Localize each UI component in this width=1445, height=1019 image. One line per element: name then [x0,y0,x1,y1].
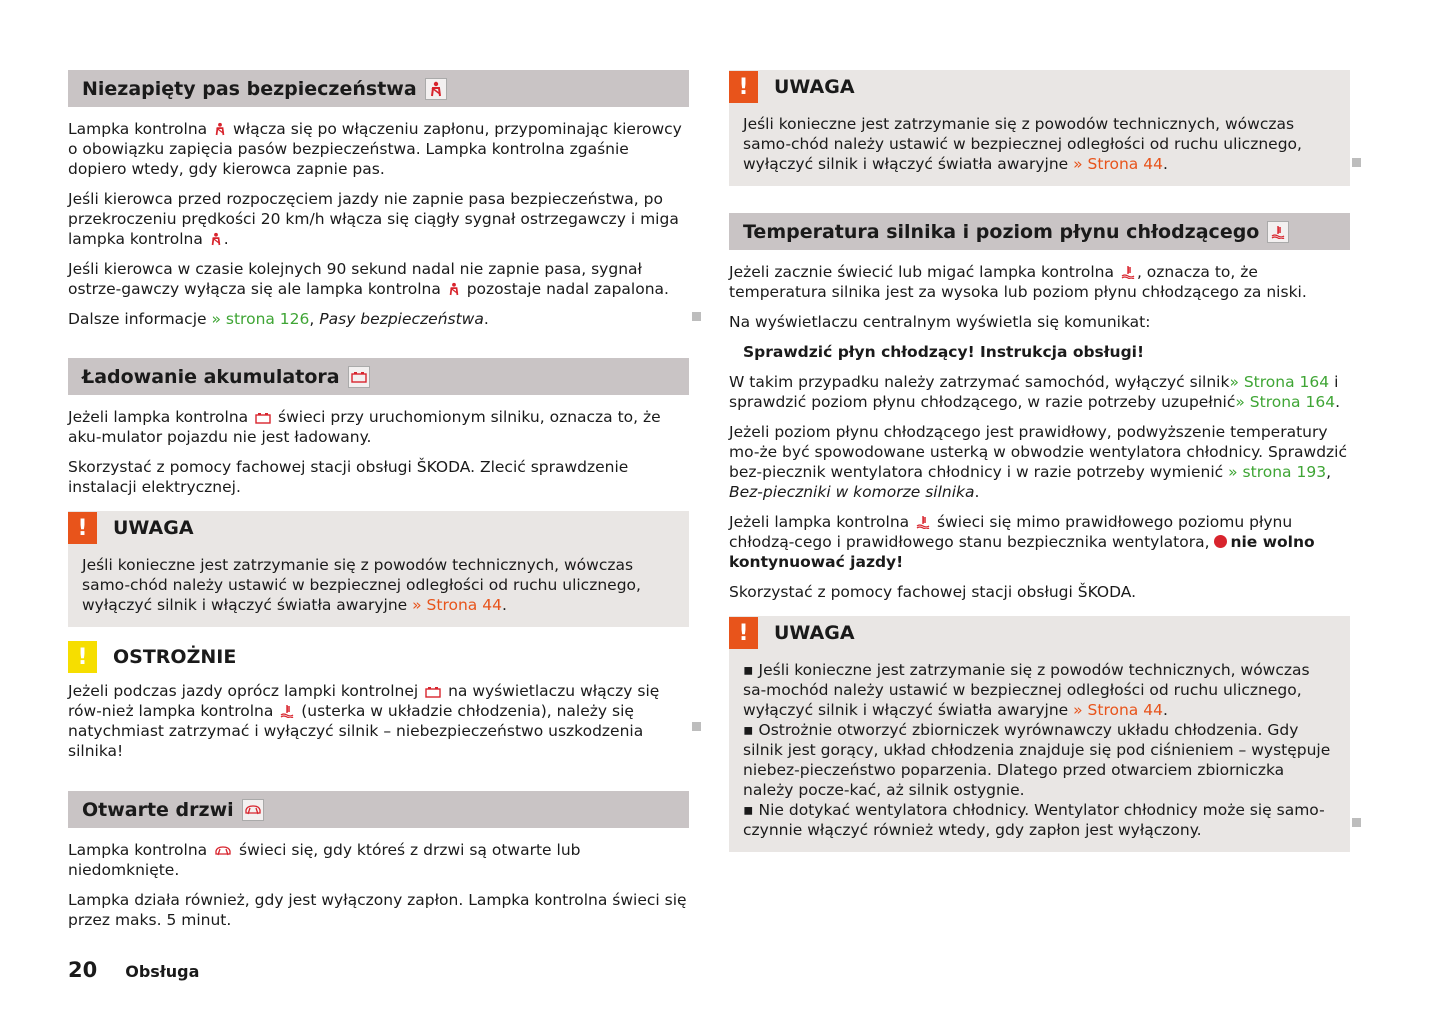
seatbelt-icon [425,78,447,100]
seatbelt-paragraph-1: Lampka kontrolna włącza się po włączeniu zapłonu, przypominając kierowcy o obowiązku zapięcia pasów bezpieczeństwa. Lampka kontrolna zgaśnie dopiero wtedy, gdy kierowca zapnie pas. [68,120,682,178]
link-page-126[interactable]: » strona 126 [211,310,310,328]
door-open-icon [242,799,264,821]
doors-paragraph-1: Lampka kontrolna świeci się, gdy któreś z drzwi są otwarte lub niedomknięte. [68,841,581,879]
stop-icon [1214,535,1227,548]
warning-box-battery [68,511,689,627]
coolant-icon [280,704,294,718]
section-end-marker [1352,158,1361,167]
battery-paragraph-2: Skorzystać z pomocy fachowej stacji obsługi ŠKODA. Zlecić sprawdzenie instalacji elektrycznej. [68,458,629,496]
link-page-44[interactable]: » Strona 44 [1073,155,1163,173]
warning-box-top [729,70,1350,186]
door-open-icon [214,845,232,857]
display-message: Sprawdzić płyn chłodzący! Instrukcja obsługi! [743,343,1145,361]
battery-icon [255,412,271,424]
coolant-paragraph-6: Skorzystać z pomocy fachowej stacji obsługi ŠKODA. [729,583,1137,601]
section-end-marker [1352,818,1361,827]
battery-icon [425,686,441,698]
coolant-paragraph-4: Jeżeli poziom płynu chłodzącego jest prawidłowy, podwyższenie temperatury mo-że być spowodowane usterką w obwodzie wentylatora chłodnicy. Sprawdzić bez-piecznik wentylatora chłodnicy i w razie potrzeby wymienić » strona 193, Bez-pieczniki w komorze silnika. [729,423,1348,501]
left-column [68,70,689,930]
caution-header [68,641,689,673]
warning-text: Jeśli konieczne jest zatrzymanie się z powodów technicznych, wówczas samo-chód należy ustawić w bezpiecznej odległości od ruchu ulicznego, wyłączyć silnik i włączyć światła awaryjne » Strona 44. [743,115,1302,173]
warning-bullet-3: ▪ Nie dotykać wentylatora chłodnicy. Wentylator chłodnicy może się samo-czynnie włączyć również wtedy, gdy zapłon jest wyłączony. [743,800,1336,840]
warning-exclamation-icon: ! [68,512,97,544]
warning-exclamation-icon: ! [729,71,758,103]
seatbelt-paragraph-3: Jeśli kierowca w czasie kolejnych 90 sekund nadal nie zapnie pasa, sygnał ostrze-gawczy wyłącza się ale lampka kontrolna pozostaje nadal zapalona. [68,260,669,298]
coolant-paragraph-1: Jeżeli zacznie świecić lub migać lampka kontrolna , oznacza to, że temperatura silnika jest za wysoka lub poziom płynu chłodzącego za niski. [729,263,1307,301]
warning-box-coolant [729,616,1350,852]
seatbelt-icon [214,122,226,136]
seatbelt-paragraph-2: Jeśli kierowca przed rozpoczęciem jazdy nie zapnie pasa bezpieczeństwa, po przekroczeniu prędkości 20 km/h włącza się ciągły sygnał ostrzegawczy i miga lampka kontrolna . [68,190,679,248]
warning-text: Jeśli konieczne jest zatrzymanie się z powodów technicznych, wówczas samo-chód należy ustawić w bezpiecznej odległości od ruchu ulicznego, wyłączyć silnik i włączyć światła awaryjne » Strona 44. [82,556,641,614]
caution-title: OSTROŻNIE [113,646,237,668]
warning-bullet-2: ▪ Ostrożnie otworzyć zbiorniczek wyrównawczy układu chłodzenia. Gdy silnik jest gorący, układ chłodzenia znajduje się pod ciśnieniem – występuje niebez-pieczeństwo poparzenia. Dlatego przed otwarciem zbiorniczka należy pocze-kać, aż silnik ostygnie. [743,720,1336,800]
battery-paragraph-1: Jeżeli lampka kontrolna świeci przy uruchomionym silniku, oznacza to, że aku-mulator pojazdu nie jest ładowany. [68,408,661,446]
link-page-164[interactable]: » Strona 164 [1229,373,1330,391]
page-footer [68,958,199,982]
link-page-44[interactable]: » Strona 44 [1073,701,1163,719]
right-column [729,70,1350,852]
warning-title: UWAGA [113,517,194,539]
link-page-44[interactable]: » Strona 44 [412,596,502,614]
caution-text: Jeżeli podczas jazdy oprócz lampki kontrolnej na wyświetlaczu włączy się rów-nież lampka kontrolna (usterka w układzie chłodzenia), należy się natychmiast zatrzymać i wyłączyć silnik – niebezpieczeństwo uszkodzenia silnika! [68,682,660,760]
coolant-icon [916,515,930,529]
warning-exclamation-icon: ! [729,617,758,649]
coolant-icon [1267,221,1289,243]
section-heading-coolant: Temperatura silnika i poziom płynu chłodzącego [729,213,1350,250]
section-title: Obsługa [125,962,200,981]
coolant-paragraph-3: W takim przypadku należy zatrzymać samochód, wyłączyć silnik» Strona 164 i sprawdzić poziom płynu chłodzącego, w razie potrzeby uzupełnić» Strona 164. [729,373,1341,411]
coolant-paragraph-2: Na wyświetlaczu centralnym wyświetla się komunikat: [729,313,1151,331]
section-heading-seatbelt: Niezapięty pas bezpieczeństwa [68,70,689,107]
coolant-icon [1121,265,1135,279]
battery-icon [348,366,370,388]
seatbelt-icon [448,282,460,296]
link-page-164[interactable]: » Strona 164 [1235,393,1336,411]
warning-title: UWAGA [774,76,855,98]
doors-paragraph-2: Lampka działa również, gdy jest wyłączony zapłon. Lampka kontrolna świeci się przez maks. 5 minut. [68,891,687,929]
seatbelt-paragraph-4: Dalsze informacje » strona 126, Pasy bezpieczeństwa. [68,310,489,328]
section-heading-battery: Ładowanie akumulatora [68,358,689,395]
caution-exclamation-icon: ! [68,641,97,673]
link-page-193[interactable]: » strona 193 [1228,463,1327,481]
warning-title: UWAGA [774,622,855,644]
page-number: 20 [68,958,98,982]
seatbelt-icon [210,232,222,246]
warning-bullet-1: ▪ Jeśli konieczne jest zatrzymanie się z powodów technicznych, wówczas sa-mochód należy ustawić w bezpiecznej odległości od ruchu ulicznego, wyłączyć silnik i włączyć światła awaryjne » Strona 44. [743,660,1336,720]
section-end-marker [692,312,701,321]
section-end-marker [692,722,701,731]
coolant-paragraph-5: Jeżeli lampka kontrolna świeci się mimo prawidłowego poziomu płynu chłodzą-cego i prawidłowego stanu bezpiecznika wentylatora, nie wolno kontynuować jazdy! [729,513,1315,571]
section-heading-doors: Otwarte drzwi [68,791,689,828]
